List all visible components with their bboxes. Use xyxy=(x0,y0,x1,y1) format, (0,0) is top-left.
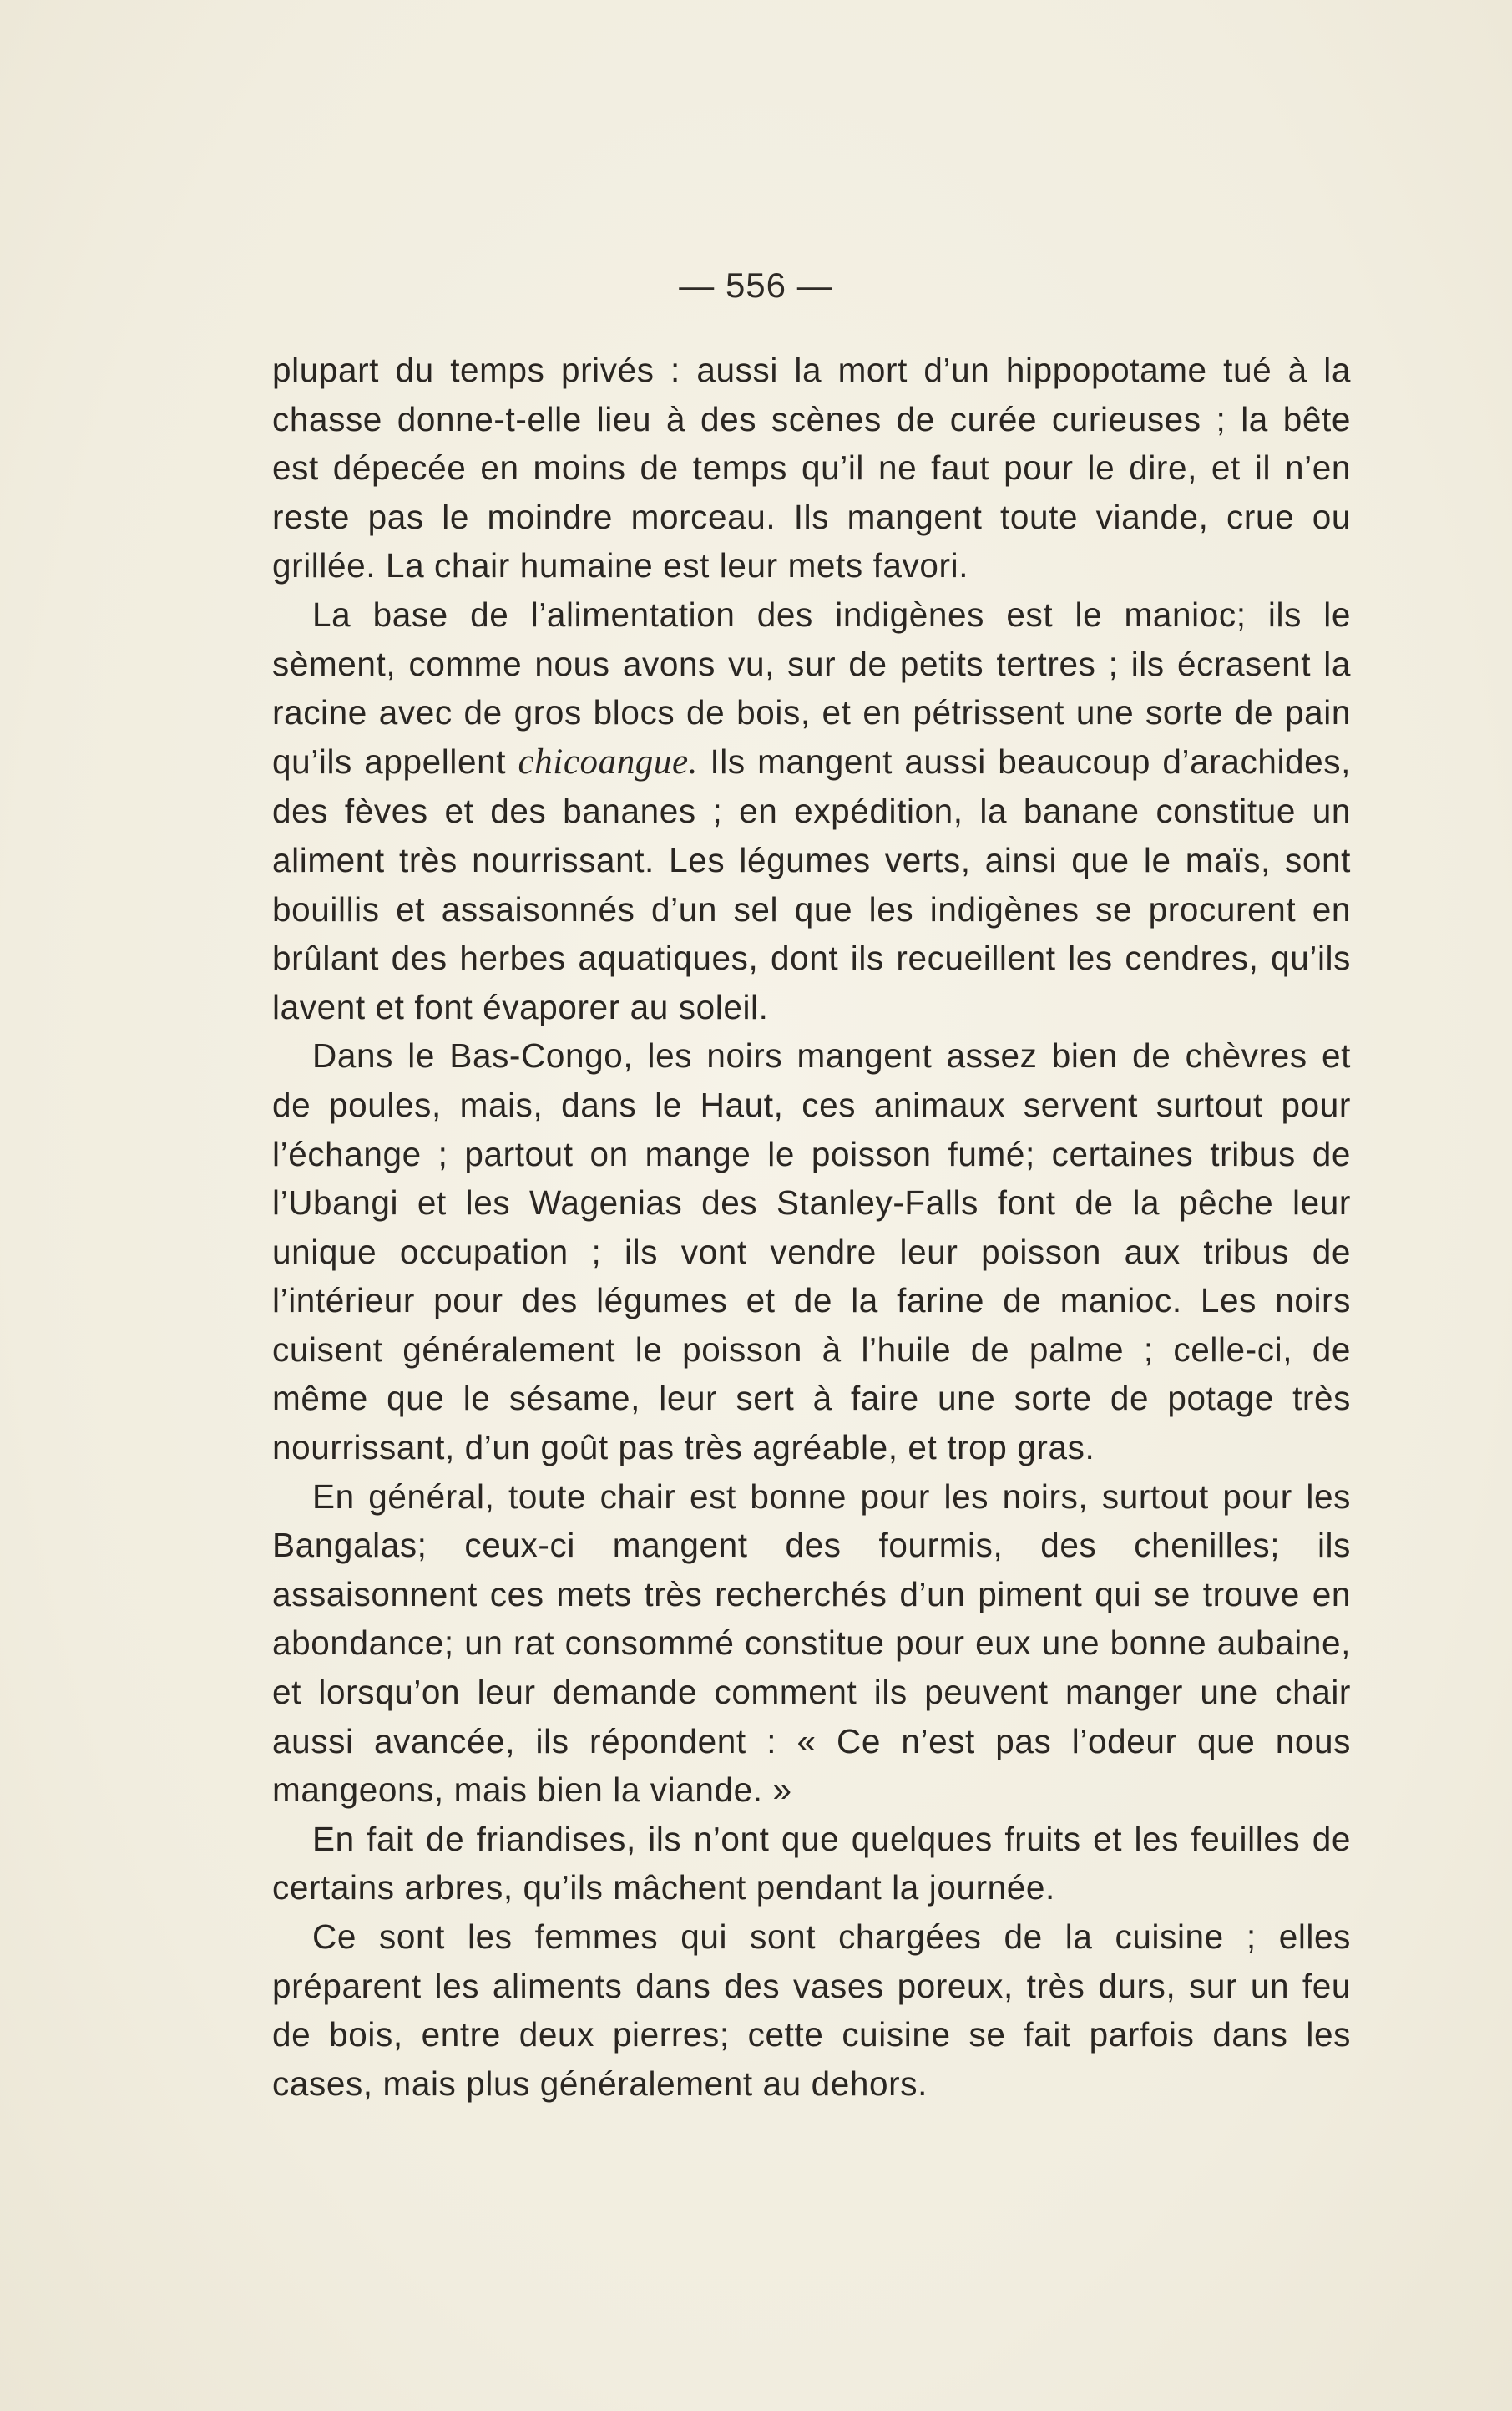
paragraph-3: Dans le Bas-Congo, les noirs mangent assez bien de chèvres et de poules, mais, dans le Haut, ces animaux servent surtout pour l’échange ; partout on mange le poisson fumé; certaines tribus de l’Ubangi et les Wagenias des Stanley-Falls font de la pêche leur unique occupation ; ils vont vendre leur poisson aux tribus de l’intérieur pour des légumes et de la farine de manioc. Les noirs cuisent généralement le poisson à l’huile de palme ; celle-ci, de même que le sésame, leur sert à faire une sorte de potage très nourrissant, d’un goût pas très agréable, et trop gras. xyxy=(272,1036,1351,1467)
paragraph-2 xyxy=(272,590,1351,1031)
paragraph-1: plupart du temps privés : aussi la mort d’un hippopotame tué à la chasse donne-t-elle lieu à des scènes de curée curieuses ; la bête est dépecée en moins de temps qu’il ne faut pour le dire, et il n’en reste pas le moindre morceau. Ils mangent toute viande, crue ou grillée. La chair humaine est leur mets favori. xyxy=(272,351,1351,585)
italic-term: chicoangue. xyxy=(518,742,699,782)
page-number: — 556 — xyxy=(679,266,833,305)
paragraph-2-text-before: La base de l’alimentation des indigènes est le manioc; ils le sèment, comme nous avons vu, sur de petits tertres ; ils écrasent la racine avec de gros blocs de bois, et en pétrissent une sorte de pain qu’ils appellent xyxy=(272,595,1351,781)
paragraph-4: En général, toute chair est bonne pour les noirs, surtout pour les Bangalas; ceux-ci mangent des fourmis, des chenilles; ils assaisonnent ces mets très recherchés d’un piment qui se trouve en abondance; un rat consommé constitue pour eux une bonne aubaine, et lorsqu’on leur demande comment ils peuvent manger une chair aussi avancée, ils répondent : « Ce n’est pas l’odeur que nous mangeons, mais bien la viande. » xyxy=(272,1476,1351,1810)
paragraph-2-text-after: Ils mangent aussi beaucoup d’arachides, des fèves et des bananes ; en expédition, la banane constitue un aliment très nourrissant. Les légumes verts, ainsi que le maïs, sont bouillis et assaisonnés d’un sel que les indigènes se procurent en brûlant des herbes aquatiques, dont ils recueillent les cendres, qu’ils lavent et font évaporer au soleil. xyxy=(272,742,1351,1026)
paragraph-6: Ce sont les femmes qui sont chargées de la cuisine ; elles préparent les aliments dans des vases poreux, très durs, sur un feu de bois, entre deux pierres; cette cuisine se fait parfois dans les cases, mais plus généralement au dehors. xyxy=(272,1917,1351,2103)
paragraph-5: En fait de friandises, ils n’ont que quelques fruits et les feuilles de certains arbres, qu’ils mâchent pendant la journée. xyxy=(272,1819,1351,1907)
body-text xyxy=(272,346,1351,2108)
